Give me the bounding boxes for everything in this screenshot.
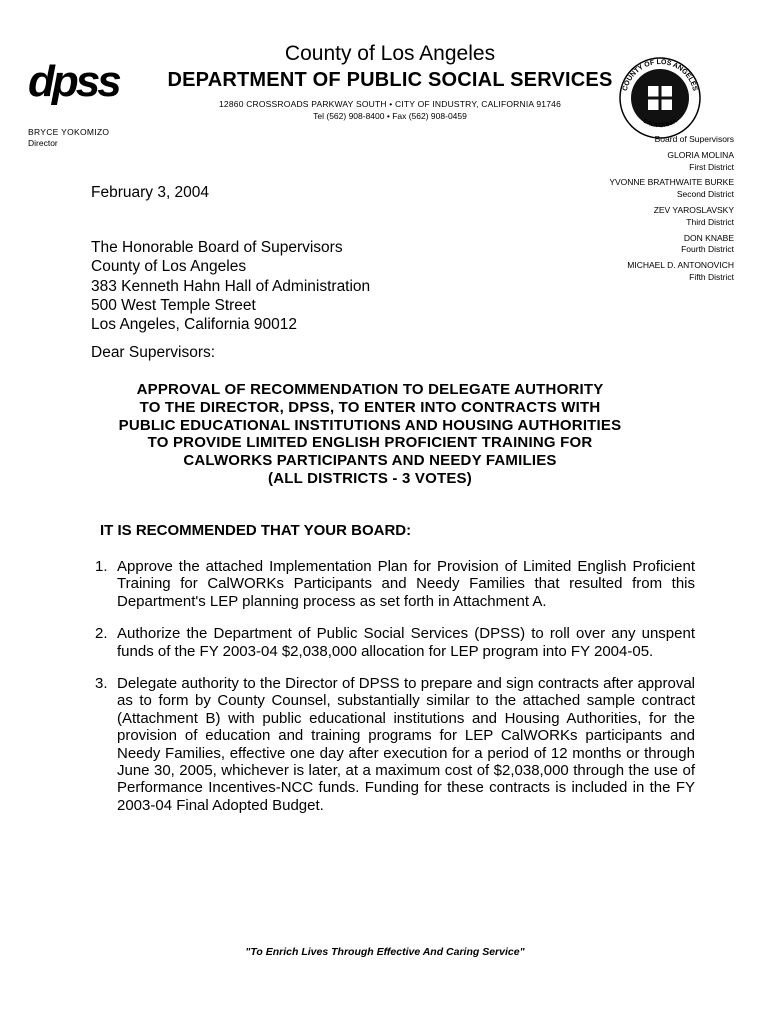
board-member-district: Fourth District (681, 244, 734, 255)
recommendation-item (95, 558, 695, 610)
salutation: Dear Supervisors: (91, 344, 216, 361)
board-member-name: DON KNABE (683, 232, 734, 243)
recipient-line: Los Angeles, California 90012 (91, 316, 297, 334)
subject-line: TO PROVIDE LIMITED ENGLISH PROFICIENT TRAINING FOR (147, 434, 593, 452)
recommendation-list (95, 558, 695, 829)
director-title: Director (28, 138, 58, 148)
county-name: County of Los Angeles (284, 42, 496, 65)
subject-line: PUBLIC EDUCATIONAL INSTITUTIONS AND HOUSING AUTHORITIES (118, 416, 622, 434)
board-member-district: Second District (676, 189, 734, 200)
director-name: BRYCE YOKOMIZO (28, 127, 110, 137)
footer-motto: "To Enrich Lives Through Effective And Caring Service" (245, 946, 525, 958)
department-address: 12860 CROSSROADS PARKWAY SOUTH • CITY OF INDUSTRY, CALIFORNIA 91746 (219, 99, 561, 109)
board-member-name: MICHAEL D. ANTONOVICH (627, 260, 734, 271)
recipient-line: 383 Kenneth Hahn Hall of Administration (91, 277, 371, 295)
recipient-line: County of Los Angeles (91, 258, 247, 276)
subject-line: TO THE DIRECTOR, DPSS, TO ENTER INTO CONTRACTS WITH (139, 398, 601, 416)
recommendation-number: 2. (95, 625, 108, 643)
department-name: DEPARTMENT OF PUBLIC SOCIAL SERVICES (167, 69, 613, 91)
recommendation-text: Authorize the Department of Public Social Services (DPSS) to roll over any unspent funds of the FY 2003-04 $2,038,000 allocation for LEP program into FY 2004-05. (117, 625, 695, 660)
county-seal (610, 48, 710, 148)
board-heading: Board of Supervisors (654, 134, 734, 144)
recipient-address (91, 238, 370, 334)
subject-line: APPROVAL OF RECOMMENDATION TO DELEGATE AUTHORITY (136, 381, 604, 398)
board-member-district: First District (689, 161, 734, 172)
recommendation-item (95, 675, 695, 814)
department-phone: Tel (562) 908-8400 • Fax (562) 908-0459 (313, 111, 467, 121)
board-member-name: ZEV YAROSLAVSKY (653, 204, 734, 215)
board-of-supervisors (609, 134, 734, 284)
seal-text-top: COUNTY OF LOS ANGELES (621, 58, 699, 92)
board-member-name: GLORIA MOLINA (667, 149, 734, 160)
logo-text: dpss (28, 62, 119, 106)
recommendation-number: 3. (95, 675, 108, 693)
seal-text-bottom: CALIFORNIA (641, 118, 679, 130)
recommendation-item (95, 625, 695, 660)
subject-line: CALWORKS PARTICIPANTS AND NEEDY FAMILIES (183, 452, 557, 470)
dpss-logo (28, 62, 148, 108)
board-member-district: Third District (686, 216, 734, 227)
recipient-line: The Honorable Board of Supervisors (91, 239, 343, 256)
letter-date: February 3, 2004 (91, 184, 210, 201)
recipient-line: 500 West Temple Street (91, 296, 256, 314)
board-member-district: Fifth District (689, 271, 734, 282)
subject-block (110, 381, 630, 488)
recommendation-number: 1. (95, 558, 108, 575)
recommendation-text: Delegate authority to the Director of DPSS to prepare and sign contracts after approval as to form by County Counsel, substantially similar to the attached sample contract (Attachment B) with public educational institutions and Housing Authorities, for the provision of education and training programs for LEP CalWORKs participants and Needy Families, effective one day after execution for a period of 12 months or through June 30, 2005, whichever is later, at a maximum cost of $2,038,000 through the use of Performance Incentives-NCC funds. Funding for these contracts is included in the FY 2003-04 Final Adopted Budget. (117, 675, 695, 814)
board-member-name: YVONNE BRATHWAITE BURKE (609, 177, 734, 188)
recommendation-text: Approve the attached Implementation Plan for Provision of Limited English Proficient Training for CalWORKs Participants and Needy Families that resulted from this Department's LEP planning process as set forth in Attachment A. (117, 558, 695, 610)
subject-line: (ALL DISTRICTS - 3 VOTES) (268, 469, 472, 487)
recommendation-heading: IT IS RECOMMENDED THAT YOUR BOARD: (100, 522, 412, 539)
